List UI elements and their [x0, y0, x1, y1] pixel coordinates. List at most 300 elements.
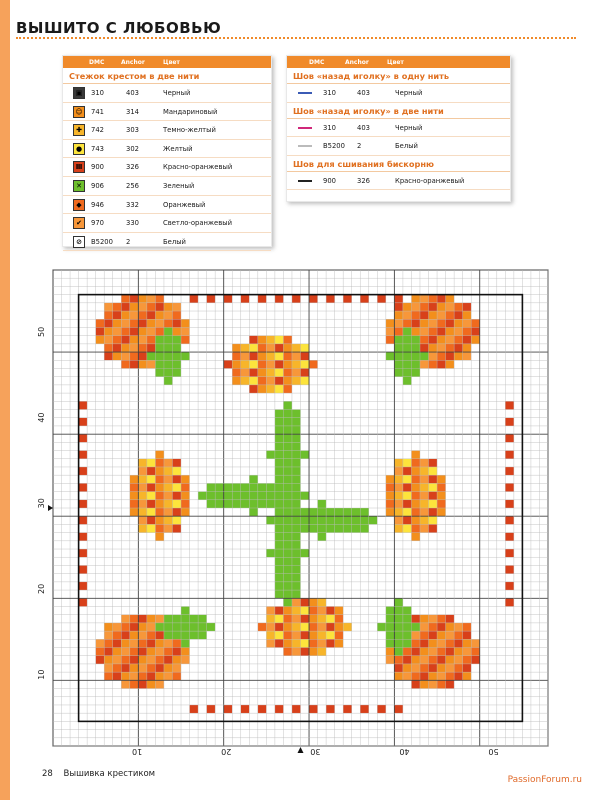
stitch-cell — [292, 623, 301, 631]
stitch-cell — [172, 483, 181, 491]
stitch-cell — [292, 631, 301, 639]
stitch-cell — [463, 327, 472, 335]
stitch-cell — [275, 500, 284, 508]
stitch-cell — [130, 336, 139, 344]
stitch-cell — [172, 639, 181, 647]
stitch-cell — [232, 483, 241, 491]
stitch-cell — [104, 664, 113, 672]
stitch-cell — [275, 483, 284, 491]
color-name: Черный — [163, 89, 191, 97]
stitch-cell — [258, 705, 267, 713]
stitch-cell — [437, 303, 446, 311]
stitch-cell — [266, 639, 275, 647]
stitch-cell — [275, 344, 284, 352]
stitch-cell — [326, 705, 335, 713]
anchor-code: 303 — [126, 126, 139, 135]
stitch-cell — [301, 508, 310, 516]
stitch-cell — [377, 623, 386, 631]
stitch-cell — [403, 524, 412, 532]
stitch-cell — [181, 615, 190, 623]
stitch-cell — [318, 533, 327, 541]
stitch-cell — [275, 475, 284, 483]
stitch-cell — [164, 492, 173, 500]
stitch-cell — [249, 344, 258, 352]
stitch-cell — [249, 508, 258, 516]
stitch-cell — [79, 483, 88, 491]
stitch-cell — [275, 459, 284, 467]
stitch-cell — [283, 549, 292, 557]
stitch-cell — [292, 426, 301, 434]
stitch-cell — [411, 516, 420, 524]
anchor-code: 2 — [126, 237, 131, 246]
stitch-cell — [258, 483, 267, 491]
stitch-cell — [309, 508, 318, 516]
stitch-cell — [301, 615, 310, 623]
stitch-cell — [301, 639, 310, 647]
anchor-code: 302 — [126, 144, 139, 153]
stitch-cell — [275, 434, 284, 442]
dmc-code: B5200 — [91, 237, 113, 246]
anchor-code: 403 — [357, 123, 370, 132]
stitch-cell — [147, 516, 156, 524]
stitch-cell — [207, 500, 216, 508]
stitch-cell — [130, 360, 139, 368]
stitch-cell — [411, 352, 420, 360]
stitch-cell — [113, 631, 122, 639]
stitch-cell — [403, 664, 412, 672]
color-name: Мандариновый — [163, 107, 218, 116]
stitch-cell — [463, 648, 472, 656]
stitch-cell — [266, 451, 275, 459]
stitch-cell — [164, 467, 173, 475]
stitch-cell — [403, 483, 412, 491]
stitch-cell — [437, 344, 446, 352]
stitch-cell — [283, 385, 292, 393]
stitch-cell — [172, 672, 181, 680]
stitch-cell — [130, 295, 139, 303]
stitch-cell — [292, 360, 301, 368]
stitch-cell — [429, 475, 438, 483]
stitch-cell — [164, 631, 173, 639]
stitch-cell — [155, 516, 164, 524]
stitch-cell — [164, 483, 173, 491]
stitch-cell — [275, 533, 284, 541]
stitch-cell — [292, 533, 301, 541]
stitch-cell — [394, 311, 403, 319]
stitch-cell — [164, 508, 173, 516]
stitch-cell — [113, 648, 122, 656]
stitch-cell — [147, 508, 156, 516]
stitch-cell — [147, 319, 156, 327]
stitch-cell — [420, 344, 429, 352]
stitch-cell — [155, 295, 164, 303]
stitch-cell — [386, 352, 395, 360]
stitch-cell — [505, 598, 514, 606]
stitch-cell — [130, 319, 139, 327]
stitch-cell — [258, 295, 267, 303]
stitch-cell — [411, 680, 420, 688]
stitch-cell — [429, 615, 438, 623]
stitch-cell — [420, 459, 429, 467]
stitch-cell — [403, 360, 412, 368]
stitch-cell — [275, 426, 284, 434]
stitch-cell — [164, 639, 173, 647]
stitch-cell — [292, 377, 301, 385]
stitch-cell — [463, 664, 472, 672]
stitch-cell — [505, 500, 514, 508]
stitch-cell — [155, 451, 164, 459]
stitch-cell — [275, 492, 284, 500]
stitch-cell — [429, 336, 438, 344]
stitch-cell — [181, 327, 190, 335]
stitch-cell — [130, 303, 139, 311]
stitch-cell — [164, 311, 173, 319]
stitch-cell — [130, 664, 139, 672]
dmc-code: 742 — [91, 126, 104, 135]
stitch-cell — [377, 705, 386, 713]
stitch-cell — [198, 615, 207, 623]
stitch-cell — [394, 344, 403, 352]
stitch-cell — [377, 295, 386, 303]
stitch-cell — [454, 352, 463, 360]
stitch-cell — [172, 344, 181, 352]
stitch-cell — [360, 705, 369, 713]
stitch-cell — [138, 500, 147, 508]
stitch-cell — [113, 656, 122, 664]
stitch-cell — [130, 492, 139, 500]
stitch-cell — [292, 549, 301, 557]
stitch-cell — [147, 295, 156, 303]
stitch-cell — [147, 475, 156, 483]
stitch-cell — [104, 327, 113, 335]
section-title: Шов «назад иголку» в одну нить — [287, 68, 510, 84]
dmc-code: 900 — [91, 163, 104, 172]
color-name: Белый — [163, 237, 186, 246]
stitch-cell — [403, 516, 412, 524]
stitch-cell — [326, 615, 335, 623]
symbol-swatch: ▣ — [73, 87, 85, 99]
stitch-cell — [130, 656, 139, 664]
stitch-cell — [403, 327, 412, 335]
stitch-cell — [130, 344, 139, 352]
stitch-cell — [138, 327, 147, 335]
stitch-cell — [241, 352, 250, 360]
stitch-cell — [266, 483, 275, 491]
stitch-cell — [130, 623, 139, 631]
stitch-cell — [386, 648, 395, 656]
stitch-cell — [420, 492, 429, 500]
stitch-cell — [318, 524, 327, 532]
stitch-cell — [301, 524, 310, 532]
stitch-cell — [113, 344, 122, 352]
stitch-cell — [335, 623, 344, 631]
stitch-cell — [301, 631, 310, 639]
stitch-cell — [155, 672, 164, 680]
stitch-cell — [138, 295, 147, 303]
stitch-cell — [275, 574, 284, 582]
stitch-cell — [121, 664, 130, 672]
stitch-cell — [420, 672, 429, 680]
section-title: Шов для сшивания бискорню — [287, 156, 510, 172]
stitch-cell — [463, 639, 472, 647]
stitch-cell — [446, 615, 455, 623]
stitch-cell — [429, 648, 438, 656]
stitch-cell — [394, 524, 403, 532]
color-name: Черный — [395, 123, 423, 132]
stitch-cell — [386, 336, 395, 344]
stitch-cell — [446, 295, 455, 303]
stitch-cell — [326, 516, 335, 524]
stitch-cell — [275, 606, 284, 614]
stitch-cell — [318, 648, 327, 656]
stitch-cell — [283, 598, 292, 606]
stitch-cell — [403, 615, 412, 623]
stitch-cell — [437, 648, 446, 656]
stitch-cell — [275, 451, 284, 459]
stitch-cell — [454, 303, 463, 311]
stitch-cell — [429, 467, 438, 475]
x-tick-label: 10 — [132, 747, 143, 756]
stitch-cell — [301, 377, 310, 385]
stitch-cell — [394, 705, 403, 713]
y-tick-label: 20 — [37, 583, 46, 595]
stitch-cell — [292, 442, 301, 450]
stitch-cell — [113, 623, 122, 631]
stitch-cell — [249, 368, 258, 376]
y-tick-label: 50 — [37, 326, 46, 337]
stitch-cell — [403, 336, 412, 344]
stitch-cell — [420, 615, 429, 623]
stitch-cell — [181, 352, 190, 360]
stitch-cell — [258, 385, 267, 393]
stitch-cell — [411, 631, 420, 639]
stitch-cell — [454, 623, 463, 631]
stitch-cell — [403, 459, 412, 467]
stitch-cell — [275, 705, 284, 713]
stitch-cell — [326, 295, 335, 303]
stitch-cell — [138, 475, 147, 483]
stitch-cell — [437, 360, 446, 368]
stitch-cell — [155, 336, 164, 344]
stitch-cell — [420, 483, 429, 491]
stitch-cell — [292, 500, 301, 508]
stitch-cell — [318, 598, 327, 606]
stitch-cell — [164, 475, 173, 483]
stitch-cell — [446, 648, 455, 656]
dmc-code: 741 — [91, 107, 104, 116]
stitch-cell — [138, 656, 147, 664]
stitch-cell — [121, 656, 130, 664]
stitch-cell — [138, 631, 147, 639]
stitch-cell — [292, 606, 301, 614]
stitch-cell — [437, 500, 446, 508]
stitch-cell — [411, 451, 420, 459]
x-tick-label: 50 — [488, 747, 499, 756]
stitch-cell — [335, 606, 344, 614]
stitch-cell — [403, 311, 412, 319]
stitch-cell — [403, 500, 412, 508]
stitch-cell — [420, 648, 429, 656]
stitch-cell — [121, 319, 130, 327]
stitch-cell — [172, 508, 181, 516]
stitch-cell — [335, 639, 344, 647]
stitch-cell — [232, 360, 241, 368]
stitch-cell — [411, 467, 420, 475]
stitch-cell — [283, 360, 292, 368]
stitch-cell — [471, 648, 480, 656]
stitch-cell — [266, 615, 275, 623]
stitch-cell — [437, 664, 446, 672]
stitch-cell — [275, 590, 284, 598]
stitch-cell — [437, 631, 446, 639]
stitch-cell — [429, 492, 438, 500]
stitch-cell — [429, 319, 438, 327]
stitch-cell — [275, 410, 284, 418]
stitch-cell — [164, 319, 173, 327]
stitch-cell — [429, 680, 438, 688]
symbol-swatch: ✚ — [73, 124, 85, 136]
stitch-cell — [343, 295, 352, 303]
stitch-cell — [394, 295, 403, 303]
stitch-cell — [429, 327, 438, 335]
stitch-cell — [224, 295, 233, 303]
stitch-cell — [429, 311, 438, 319]
stitch-cell — [343, 508, 352, 516]
stitch-cell — [283, 459, 292, 467]
stitch-cell — [369, 516, 378, 524]
stitch-cell — [318, 508, 327, 516]
stitch-cell — [292, 648, 301, 656]
stitch-cell — [164, 500, 173, 508]
page-header-title: ВЫШИТО С ЛЮБОВЬЮ — [16, 19, 222, 37]
stitch-cell — [394, 368, 403, 376]
stitch-cell — [343, 705, 352, 713]
stitch-cell — [138, 311, 147, 319]
stitch-cell — [463, 352, 472, 360]
stitch-cell — [104, 352, 113, 360]
stitch-cell — [403, 303, 412, 311]
stitch-cell — [420, 295, 429, 303]
col-dmc: DMC — [89, 59, 105, 66]
stitch-cell — [420, 311, 429, 319]
stitch-cell — [198, 631, 207, 639]
stitch-cell — [164, 524, 173, 532]
anchor-code: 314 — [126, 107, 139, 116]
stitch-cell — [241, 483, 250, 491]
stitch-cell — [275, 295, 284, 303]
stitch-cell — [172, 524, 181, 532]
stitch-cell — [130, 508, 139, 516]
stitch-cell — [130, 500, 139, 508]
stitch-cell — [283, 442, 292, 450]
stitch-cell — [301, 451, 310, 459]
stitch-cell — [232, 492, 241, 500]
stitch-cell — [437, 492, 446, 500]
stitch-cell — [386, 319, 395, 327]
stitch-cell — [301, 549, 310, 557]
stitch-cell — [471, 327, 480, 335]
stitch-cell — [283, 648, 292, 656]
stitch-cell — [283, 565, 292, 573]
stitch-cell — [113, 303, 122, 311]
stitch-cell — [318, 623, 327, 631]
stitch-cell — [446, 639, 455, 647]
stitch-cell — [446, 360, 455, 368]
anchor-code: 326 — [357, 176, 370, 185]
stitch-cell — [155, 492, 164, 500]
stitch-cell — [164, 516, 173, 524]
stitch-cell — [403, 672, 412, 680]
stitch-cell — [258, 352, 267, 360]
stitch-cell — [446, 623, 455, 631]
stitch-cell — [386, 500, 395, 508]
stitch-cell — [249, 475, 258, 483]
stitch-cell — [403, 368, 412, 376]
stitch-cell — [147, 336, 156, 344]
stitch-cell — [454, 656, 463, 664]
stitch-cell — [258, 344, 267, 352]
stitch-cell — [104, 344, 113, 352]
stitch-cell — [164, 360, 173, 368]
stitch-cell — [394, 492, 403, 500]
stitch-cell — [172, 648, 181, 656]
stitch-cell — [437, 327, 446, 335]
stitch-cell — [164, 615, 173, 623]
col-anchor: Anchor — [121, 59, 145, 66]
stitch-cell — [113, 352, 122, 360]
stitch-cell — [429, 524, 438, 532]
stitch-cell — [121, 672, 130, 680]
stitch-cell — [138, 467, 147, 475]
stitch-cell — [258, 623, 267, 631]
stitch-cell — [249, 483, 258, 491]
stitch-cell — [266, 336, 275, 344]
stitch-cell — [266, 377, 275, 385]
stitch-cell — [181, 606, 190, 614]
stitch-cell — [104, 648, 113, 656]
stitch-cell — [172, 475, 181, 483]
col-color: Цвет — [163, 59, 180, 66]
color-name: Зеленый — [163, 181, 195, 190]
stitch-cell — [318, 516, 327, 524]
stitch-cell — [326, 623, 335, 631]
stitch-cell — [283, 524, 292, 532]
stitch-cell — [283, 574, 292, 582]
stitch-cell — [130, 648, 139, 656]
anchor-code: 403 — [126, 89, 139, 97]
color-name: Оранжевый — [163, 200, 206, 209]
stitch-cell — [249, 377, 258, 385]
stitch-cell — [429, 295, 438, 303]
stitch-cell — [437, 639, 446, 647]
symbol-swatch: ● — [73, 143, 85, 155]
stitch-cell — [505, 467, 514, 475]
stitch-cell — [266, 492, 275, 500]
x-tick-label: 20 — [221, 747, 232, 756]
stitch-cell — [283, 483, 292, 491]
stitch-cell — [147, 631, 156, 639]
stitch-cell — [147, 352, 156, 360]
stitch-cell — [403, 319, 412, 327]
stitch-cell — [147, 672, 156, 680]
stitch-cell — [318, 615, 327, 623]
stitch-cell — [96, 656, 105, 664]
stitch-cell — [147, 648, 156, 656]
stitch-cell — [283, 582, 292, 590]
stitch-cell — [266, 606, 275, 614]
stitch-cell — [104, 336, 113, 344]
stitch-cell — [138, 492, 147, 500]
